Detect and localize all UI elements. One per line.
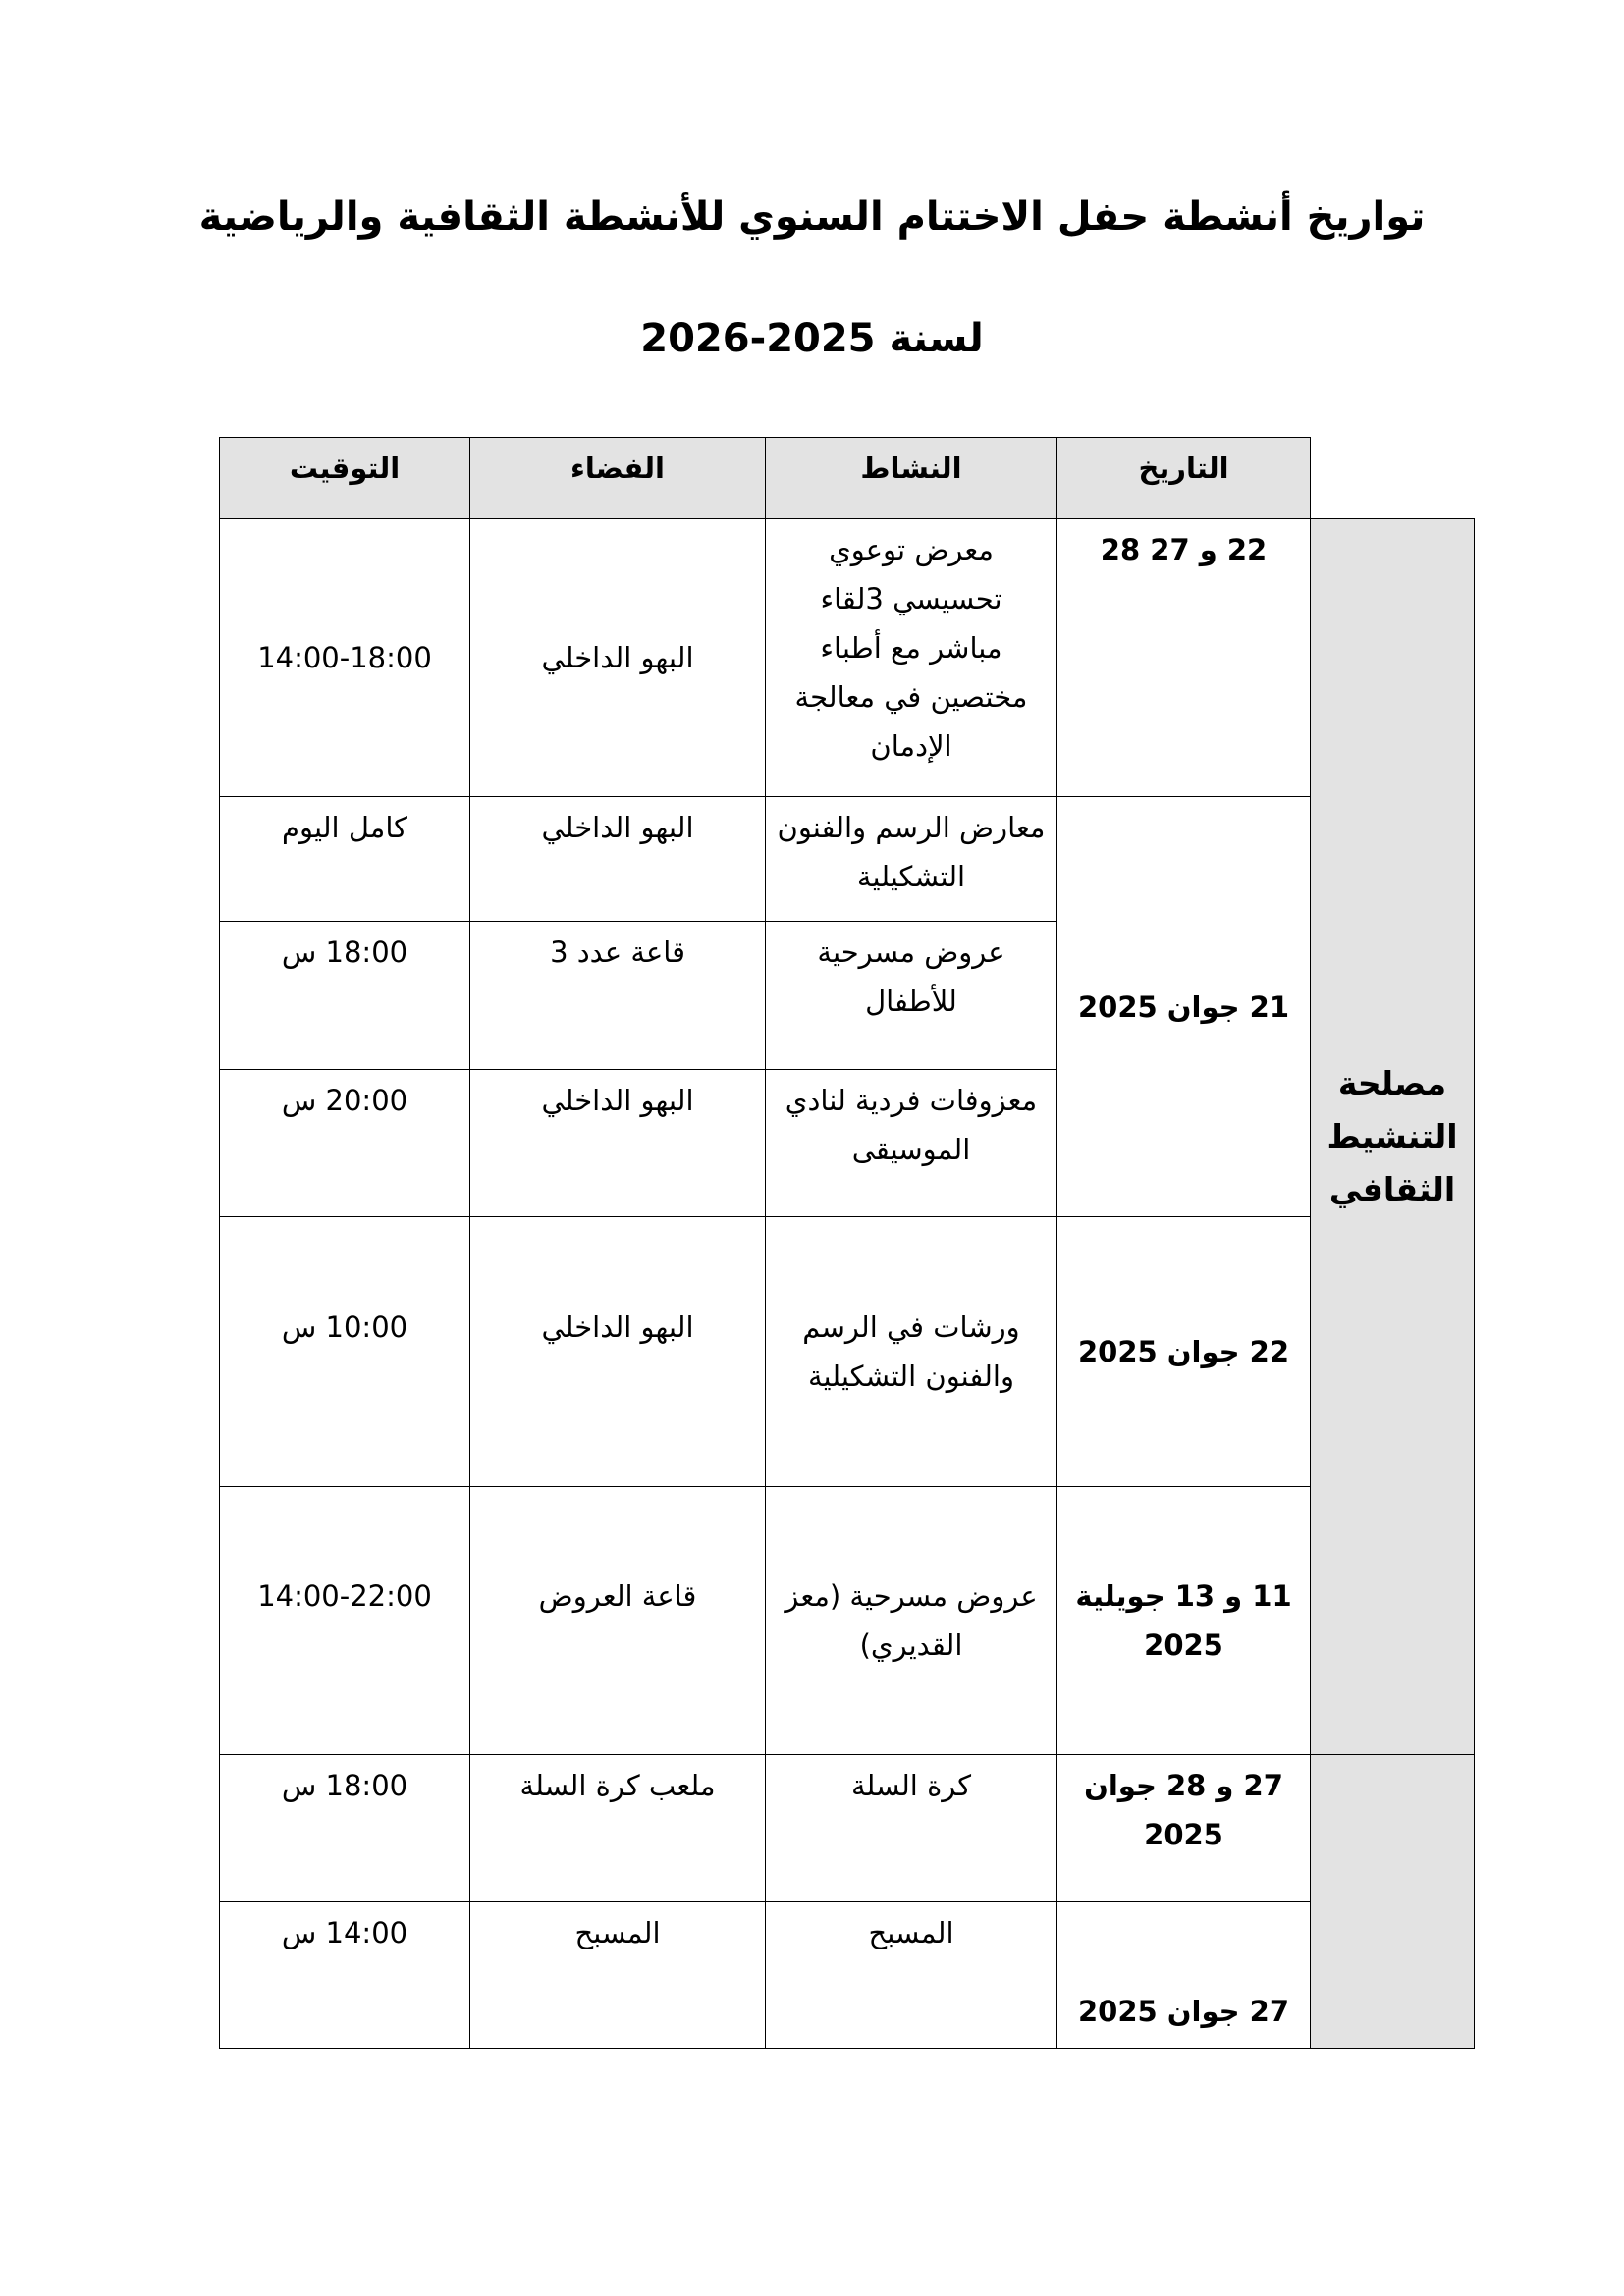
row-date: 21 جوان 2025 bbox=[1056, 796, 1311, 1217]
header-date: التاريخ bbox=[1056, 437, 1311, 519]
row-date: 27 و 28 جوان 2025 bbox=[1056, 1754, 1311, 1902]
row-time: كامل اليوم bbox=[219, 796, 470, 922]
document-title: تواريخ أنشطة حفل الاختتام السنوي للأنشطة الثقافية والرياضية bbox=[198, 194, 1426, 240]
row-activity: عروض مسرحية للأطفال bbox=[765, 921, 1057, 1070]
row-time: 14:00 س bbox=[219, 1901, 470, 2049]
row-date: 11 و 13 جويلية 2025 bbox=[1056, 1486, 1311, 1755]
header-activity: النشاط bbox=[765, 437, 1057, 519]
row-space: ملعب كرة السلة bbox=[469, 1754, 766, 1902]
service-cultural: مصلحة التنشيط الثقافي bbox=[1310, 518, 1475, 1755]
header-timing: التوقيت bbox=[219, 437, 470, 519]
row-space: البهو الداخلي bbox=[469, 1216, 766, 1487]
row-date: 27 جوان 2025 bbox=[1056, 1901, 1311, 2049]
row-activity: المسبح bbox=[765, 1901, 1057, 2049]
row-activity: عروض مسرحية (معز القديري) bbox=[765, 1486, 1057, 1755]
row-space: قاعة العروض bbox=[469, 1486, 766, 1755]
row-date: 22 و 27 28 bbox=[1056, 518, 1311, 797]
row-space: المسبح bbox=[469, 1901, 766, 2049]
row-time: 14:00-18:00 bbox=[219, 518, 470, 797]
row-activity: معزوفات فردية لنادي الموسيقى bbox=[765, 1069, 1057, 1217]
row-time: 18:00 س bbox=[219, 1754, 470, 1902]
header-space: الفضاء bbox=[469, 437, 766, 519]
row-activity: معرض توعوي تحسيسي 3لقاء مباشر مع أطباء مختصين في معالجة الإدمان bbox=[765, 518, 1057, 797]
row-activity: كرة السلة bbox=[765, 1754, 1057, 1902]
document-subtitle: لسنة 2025-2026 bbox=[640, 316, 984, 361]
row-activity: ورشات في الرسم والفنون التشكيلية bbox=[765, 1216, 1057, 1487]
row-time: 18:00 س bbox=[219, 921, 470, 1070]
row-activity: معارض الرسم والفنون التشكيلية bbox=[765, 796, 1057, 922]
row-space: البهو الداخلي bbox=[469, 796, 766, 922]
row-time: 20:00 س bbox=[219, 1069, 470, 1217]
row-date: 22 جوان 2025 bbox=[1056, 1216, 1311, 1487]
service-sports bbox=[1310, 1754, 1475, 2049]
row-time: 14:00-22:00 bbox=[219, 1486, 470, 1755]
row-time: 10:00 س bbox=[219, 1216, 470, 1487]
row-space: قاعة عدد 3 bbox=[469, 921, 766, 1070]
row-space: البهو الداخلي bbox=[469, 1069, 766, 1217]
row-space: البهو الداخلي bbox=[469, 518, 766, 797]
